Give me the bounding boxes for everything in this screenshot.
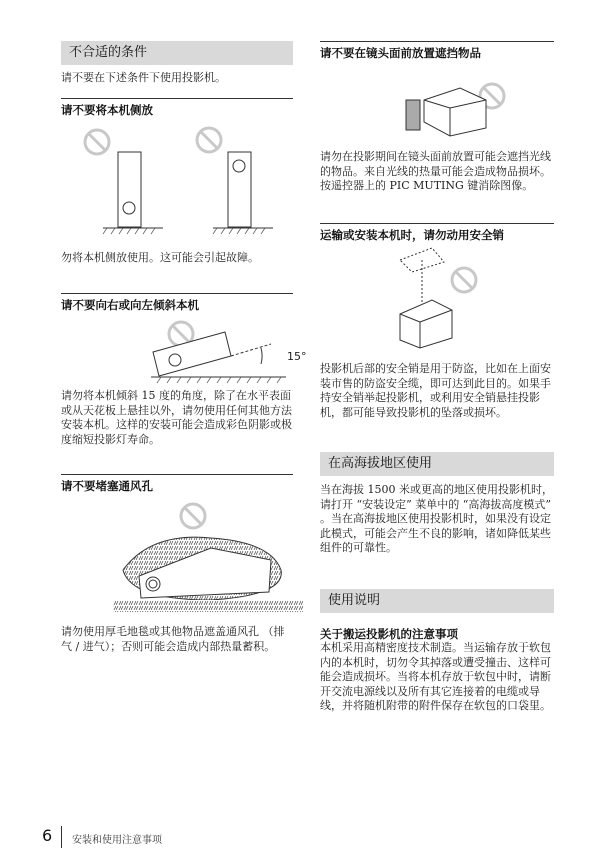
vents-text: 请勿使用厚毛地毯或其他物品遮盖通风孔 （排气 / 进气）；否则可能会造成内部热量蓄积。 xyxy=(61,625,285,653)
prohibition-icon xyxy=(85,130,109,154)
vents-illustration xyxy=(111,500,311,615)
subheading-security: 运输或安装本机时，请勿动用安全销 xyxy=(320,223,554,243)
prohibition-icon xyxy=(197,128,221,152)
footer-divider xyxy=(61,826,62,848)
prohibition-icon xyxy=(452,268,476,292)
security-bar-illustration xyxy=(392,248,522,358)
section-heading-usage: 使用说明 xyxy=(320,589,554,613)
security-text: 投影机后部的安全销是用于防盗，比如在上面安装市售的防盗安全缆，即可达到此目的。如果手持安全销举起投影机，或利用安全销悬挂投影机，都可能导致投影机的坠落或损坏。 xyxy=(320,362,551,419)
subheading-vents: 请不要堵塞通风孔 xyxy=(61,474,293,494)
unsuitable-intro: 请不要在下述条件下使用投影机。 xyxy=(61,71,226,84)
lens-text: 请勿在投影期间在镜头面前放置可能会遮挡光线的物品。来自光线的热量可能会造成物品损坏。按遥控器上的 PIC MUTING 键消除图像。 xyxy=(320,150,551,193)
transport-text: 本机采用高精密度技术制造。当运输存放于软包内的本机时，切勿令其掉落或遭受撞击、这样可能会造成损坏。当将本机存放于软包中时，请断开交流电源线以及所有其它连接着的电缆或导线，并将随机附带的附件保存在软包的口袋里。 xyxy=(320,641,551,713)
sideways-illustration xyxy=(81,122,281,237)
subheading-sideways: 请不要将本机侧放 xyxy=(61,98,293,118)
altitude-text: 当在海拔 1500 米或更高的地区使用投影机时，请打开 “安装设定” 菜单中的 “高海拔高度模式” 。当在高海拔地区使用投影机时，如果没有设定此模式，可能会产生不良的影响，诸如降低某些组件的可靠性。 xyxy=(320,483,553,555)
page-number: 6 xyxy=(42,826,53,845)
tilt-text: 请勿将本机倾斜 15 度的角度，除了在水平表面或从天花板上悬挂以外，请勿使用任何其他方法安装本机。这样的安装可能会造成彩色阴影或极度缩短投影灯寿命。 xyxy=(61,389,292,446)
lens-obstruction-illustration xyxy=(402,78,512,148)
section-heading-unsuitable: 不合适的条件 xyxy=(61,41,293,65)
tilt-angle-label: 15° xyxy=(287,350,307,363)
subheading-tilt: 请不要向右或向左倾斜本机 xyxy=(61,293,293,313)
footer-section-title: 安装和使用注意事项 xyxy=(72,835,162,846)
subheading-lens: 请不要在镜头面前放置遮挡物品 xyxy=(320,41,554,61)
tilt-illustration xyxy=(151,316,311,386)
section-heading-altitude: 在高海拔地区使用 xyxy=(320,452,554,476)
prohibition-icon xyxy=(181,504,205,528)
subheading-transport: 关于搬运投影机的注意事项 xyxy=(320,627,458,641)
sideways-text: 勿将本机侧放使用。这可能会引起故障。 xyxy=(61,251,259,264)
